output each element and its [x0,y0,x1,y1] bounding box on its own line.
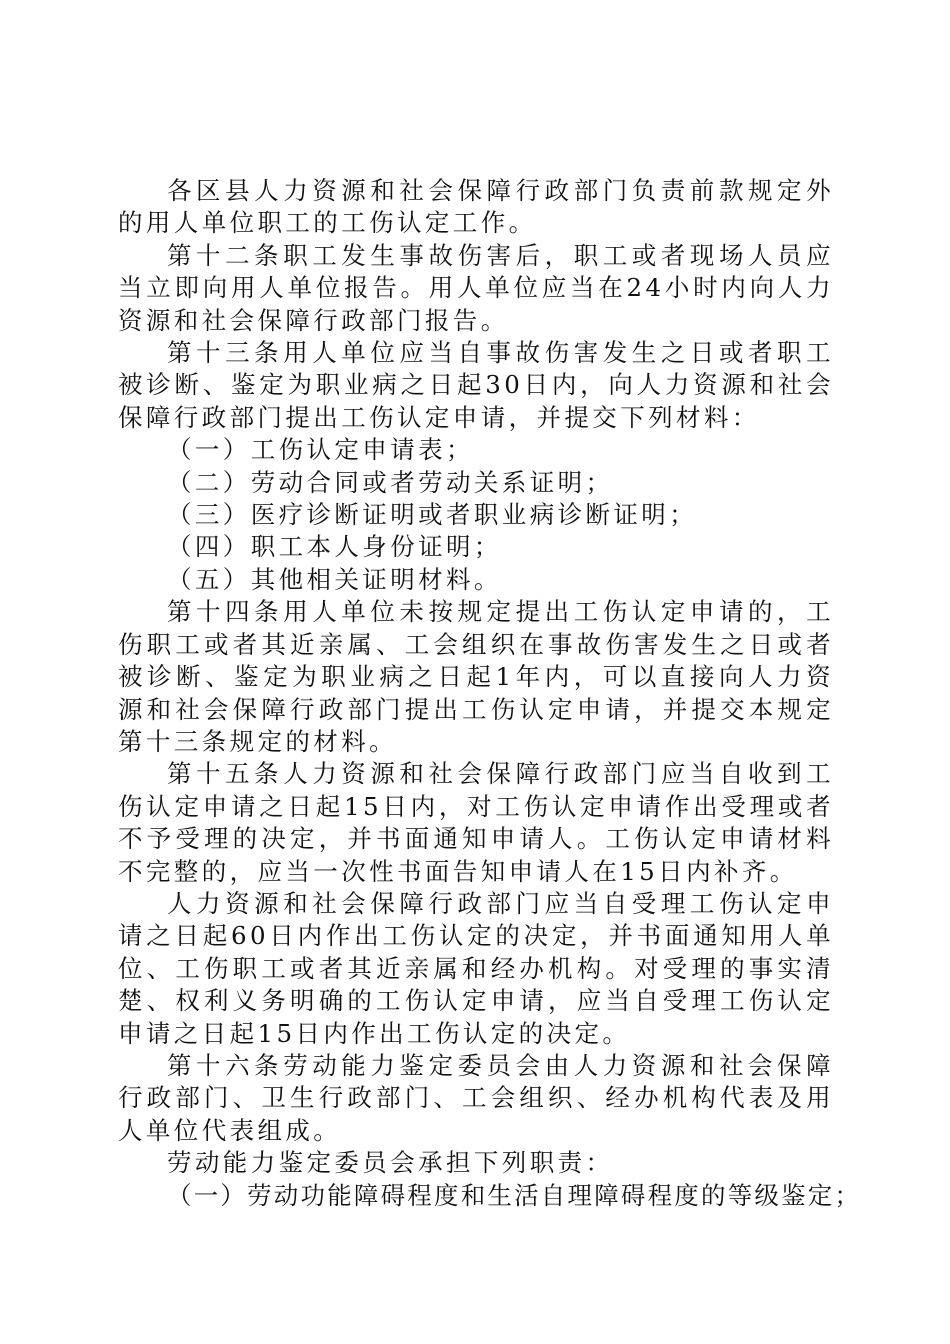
paragraph-7: 第十六条劳动能力鉴定委员会由人力资源和社会保障行政部门、卫生行政部门、工会组织、经办机构代表及用人单位代表组成。 [118,1050,834,1145]
document-body [118,175,862,1212]
list-item-6: （一）劳动功能障碍程度和生活自理障碍程度的等级鉴定； [167,1180,862,1210]
paragraph-3: 第十三条用人单位应当自事故伤害发生之日或者职工被诊断、鉴定为职业病之日起30日内，向人力资源和社会保障行政部门提出工伤认定申请，并提交下列材料： [118,338,834,432]
paragraph-5: 第十五条人力资源和社会保障行政部门应当自收到工伤认定申请之日起15日内，对工伤认定申请作出受理或者不予受理的决定，并书面通知申请人。工伤认定申请材料不完整的，应当一次性书面告知申请人在15日内补齐。 [118,759,834,886]
paragraph-1: 各区县人力资源和社会保障行政部门负责前款规定外的用人单位职工的工伤认定工作。 [118,176,834,238]
paragraph-4: 第十四条用人单位未按规定提出工伤认定申请的，工伤职工或者其近亲属、工会组织在事故伤害发生之日或者被诊断、鉴定为职业病之日起1年内，可以直接向人力资源和社会保障行政部门提出工伤认定申请，并提交本规定第十三条规定的材料。 [118,597,834,756]
list-item-5: （五）其他相关证明材料。 [167,564,502,594]
list-item-3: （三）医疗诊断证明或者职业病诊断证明； [167,500,698,530]
paragraph-2: 第十二条职工发生事故伤害后，职工或者现场人员应当立即向用人单位报告。用人单位应当在24小时内向人力资源和社会保障行政部门报告。 [118,240,834,335]
list-item-2: （二）劳动合同或者劳动关系证明； [167,467,614,497]
paragraph-8: 劳动能力鉴定委员会承担下列职责： [167,1148,614,1178]
list-item-4: （四）职工本人身份证明； [167,532,502,562]
list-item-1: （一）工伤认定申请表； [167,435,474,465]
paragraph-6: 人力资源和社会保障行政部门应当自受理工伤认定申请之日起60日内作出工伤认定的决定，并书面通知用人单位、工伤职工或者其近亲属和经办机构。对受理的事实清楚、权利义务明确的工伤认定申请，应当自受理工伤认定申请之日起15日内作出工伤认定的决定。 [118,888,834,1048]
